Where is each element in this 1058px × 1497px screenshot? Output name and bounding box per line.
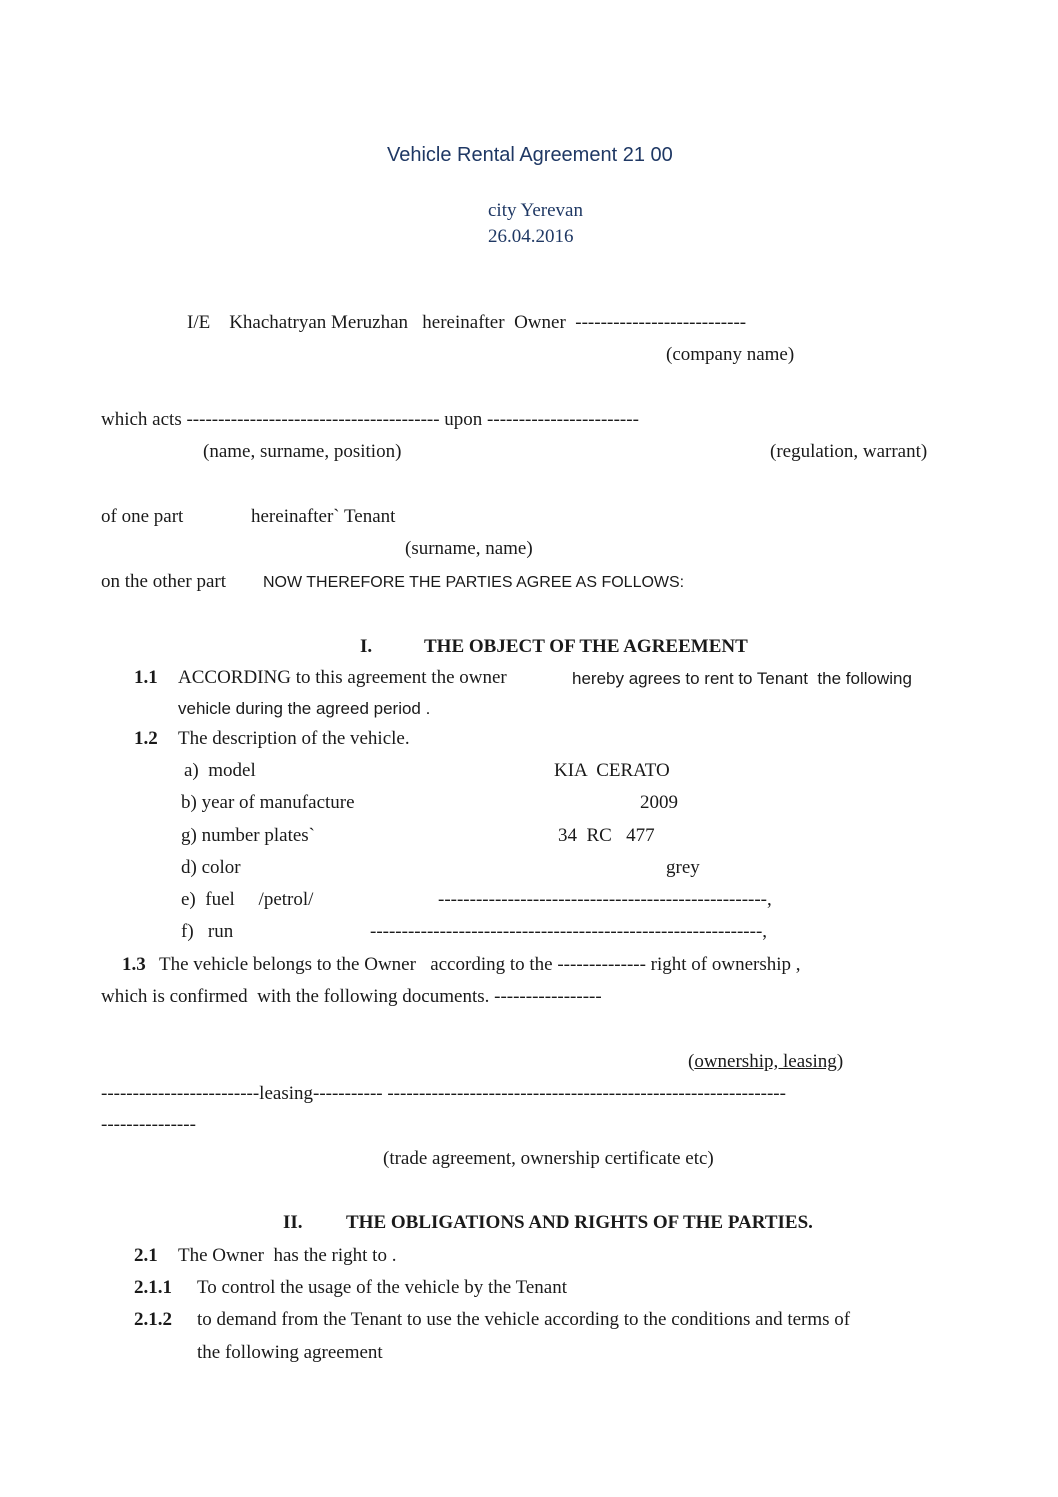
plates-label: g) number plates` bbox=[181, 825, 316, 846]
document-title: Vehicle Rental Agreement 21 00 bbox=[387, 144, 673, 166]
clause-1-1-text-a: ACCORDING to this agreement the owner bbox=[178, 667, 507, 688]
plates-value: 34 RC 477 bbox=[558, 825, 655, 846]
agreement-date: 26.04.2016 bbox=[488, 226, 574, 247]
clause-1-2-text: The description of the vehicle. bbox=[178, 728, 410, 749]
clause-2-1-1-text: To control the usage of the vehicle by the Tenant bbox=[197, 1277, 568, 1298]
ownership-hint-text: ownership, leasing bbox=[694, 1051, 837, 1072]
dash-line: --------------- bbox=[101, 1114, 196, 1135]
agree-statement: NOW THEREFORE THE PARTIES AGREE AS FOLLOWS: bbox=[263, 574, 685, 591]
clause-1-2-number: 1.2 bbox=[134, 728, 158, 749]
section-1-number: I. bbox=[360, 636, 373, 657]
clause-1-3-continued: which is confirmed with the following documents. ----------------- bbox=[101, 986, 602, 1007]
company-name-hint: (company name) bbox=[666, 344, 795, 365]
model-value: KIA CERATO bbox=[554, 760, 670, 781]
run-value: --------------------------------------------------------------, bbox=[370, 921, 768, 942]
year-label: b) year of manufacture bbox=[181, 792, 355, 813]
trade-agreement-hint: (trade agreement, ownership certificate etc) bbox=[383, 1148, 714, 1169]
city: city Yerevan bbox=[488, 200, 583, 221]
color-value: grey bbox=[666, 857, 700, 878]
section-1-title: THE OBJECT OF THE AGREEMENT bbox=[424, 636, 748, 657]
section-2-number: II. bbox=[283, 1212, 303, 1233]
clause-1-1-text-c: vehicle during the agreed period . bbox=[178, 699, 431, 718]
color-label: d) color bbox=[181, 857, 241, 878]
clause-1-3-number: 1.3 bbox=[122, 954, 146, 975]
clause-2-1-text: The Owner has the right to . bbox=[178, 1245, 397, 1266]
acts-line: which acts ---------------------------------------- upon ------------------------ bbox=[101, 409, 639, 430]
clause-1-1-number: 1.1 bbox=[134, 667, 158, 688]
run-label: f) run bbox=[181, 921, 234, 942]
clause-1-1-text-b: hereby agrees to rent to Tenant the following bbox=[572, 669, 912, 688]
model-label: a) model bbox=[184, 760, 256, 781]
year-value: 2009 bbox=[640, 792, 678, 813]
clause-1-3-text: The vehicle belongs to the Owner according to the -------------- right of ownership , bbox=[159, 954, 801, 975]
tenant-label: hereinafter` Tenant bbox=[251, 506, 396, 527]
name-position-hint: (name, surname, position) bbox=[203, 441, 402, 462]
regulation-warrant-hint: (regulation, warrant) bbox=[770, 441, 928, 462]
one-part-label: of one part bbox=[101, 506, 184, 527]
leasing-line: -------------------------leasing----------- --------------------------------------------------------------- bbox=[101, 1083, 786, 1104]
surname-name-hint: (surname, name) bbox=[405, 538, 533, 559]
clause-2-1-1-number: 2.1.1 bbox=[134, 1277, 172, 1298]
clause-2-1-number: 2.1 bbox=[134, 1245, 158, 1266]
fuel-value: ----------------------------------------------------, bbox=[438, 889, 772, 910]
other-part-label: on the other part bbox=[101, 571, 227, 592]
clause-2-1-2-number: 2.1.2 bbox=[134, 1309, 172, 1330]
ownership-hint: (ownership, leasing) bbox=[688, 1051, 844, 1072]
fuel-label: e) fuel /petrol/ bbox=[181, 889, 314, 910]
clause-2-1-2-text: to demand from the Tenant to use the vehicle according to the conditions and terms of bbox=[197, 1309, 851, 1330]
owner-line: I/E Khachatryan Meruzhan hereinafter Owner --------------------------- bbox=[187, 312, 747, 333]
section-2-title: THE OBLIGATIONS AND RIGHTS OF THE PARTIES. bbox=[346, 1212, 813, 1233]
clause-2-1-2-continued: the following agreement bbox=[197, 1342, 383, 1363]
